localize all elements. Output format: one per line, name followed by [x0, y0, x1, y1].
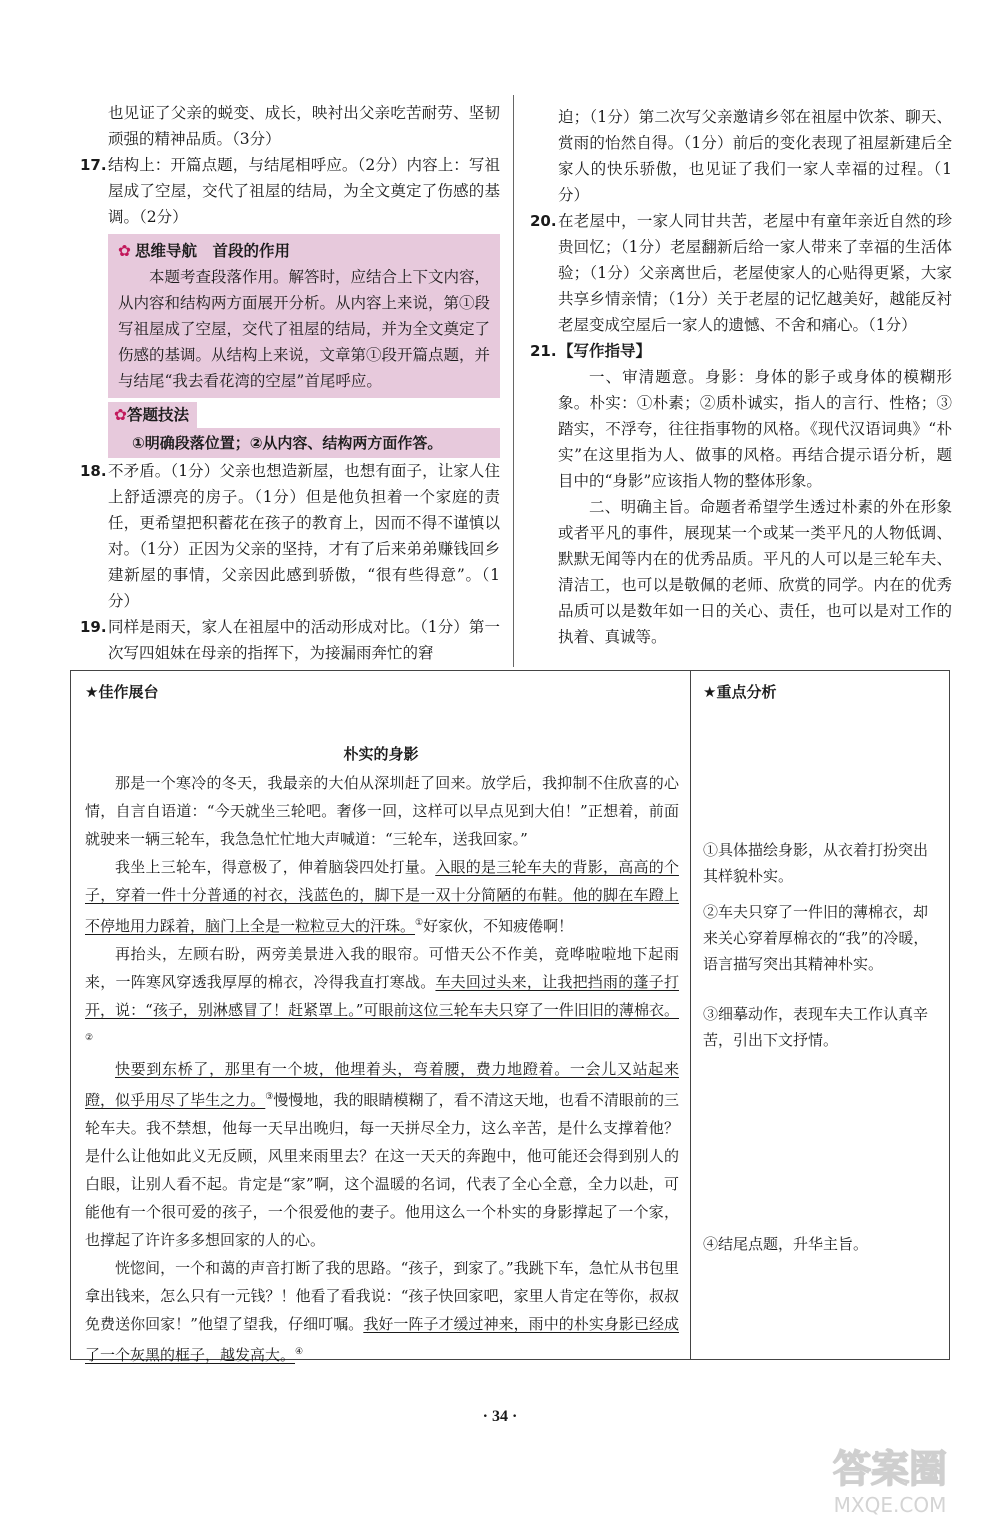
question-20 — [530, 208, 952, 338]
tip-body: 本题考查段落作用。解答时，应结合上下文内容，从内容和结构两方面展开分析。从内容上来说，第①段写祖屋成了空屋，交代了祖屋的结局，并为全文奠定了伤感的基调。从结构上来说，文章第①段开篇点题，并与结尾“我去看花湾的空屋”首尾呼应。 — [118, 268, 491, 390]
question-19 — [80, 614, 500, 666]
analysis-label: ★重点分析 — [703, 683, 777, 701]
essay-text: 恍惚间，一个和蔼的声音打断了我的思路。“孩子，到家了。”我跳下车，急忙从书包里拿出钱来，怎么只有一元钱？！他看了看我说：“孩子快回家吧，家里人肯定在等你，叔叔免费送你回家！”他望了望我，仔细叮嘱。 — [85, 1259, 679, 1333]
essay-paragraph-5 — [85, 1254, 679, 1369]
question-number: 17. — [80, 156, 107, 174]
essay-body — [85, 769, 679, 1369]
question-number: 19. — [80, 618, 107, 636]
essay-paragraph-2 — [85, 853, 679, 940]
essay-box — [70, 670, 950, 1364]
essay-text: 慢慢地，我的眼睛模糊了，看不清这天地，也看不清眼前的三轮车夫。我不禁想，他每一天早出晚归，每一天拼尽全力，这么辛苦，是什么支撑着他？是什么让他如此义无反顾，风里来雨里去？在这一天天的奔跑中，他可能还会得到别人的白眼，让别人看不起。肯定是“家”啊，这个温暖的名词，代表了全心全意，全力以赴，可能他有一个很可爱的孩子，一个很爱他的妻子。他用这么一个朴实的身影撑起了一个家，也撑起了许许多多想回家的人的心。 — [85, 1091, 679, 1249]
watermark-url: MXQE.COM — [833, 1493, 947, 1517]
note-marker: ① — [415, 918, 424, 928]
question-answer: 结构上：开篇点题，与结尾相呼应。（2分）内容上：写祖屋成了空屋，交代了祖屋的结局，为全文奠定了伤感的基调。（2分） — [108, 156, 500, 226]
essay-text: 好家伙，不知疲倦啊！ — [423, 917, 574, 935]
right-column — [530, 104, 952, 650]
tip-heading-text: 思维导航 首段的作用 — [135, 242, 291, 260]
writing-guide-p2: 二、明确主旨。命题者希望学生透过朴素的外在形象或者平凡的事件，展现某一个或某一类平凡的人物低调、默默无闻等内在的优秀品质。平凡的人可以是三轮车夫、清洁工，也可以是敬佩的老师、欣赏的同学。内在的优秀品质可以是数年如一日的关心、责任，也可以是对工作的执着、真诚等。 — [558, 498, 952, 646]
question-17 — [80, 152, 500, 230]
tip-body: ①明确段落位置；②从内容、结构两方面作答。 — [108, 428, 500, 458]
essay-text: 我坐上三轮车，得意极了，伸着脑袋四处打量。 — [115, 858, 436, 876]
left-column — [80, 100, 500, 666]
tip-heading-text: 答题技法 — [127, 406, 190, 424]
page-number: · 34 · — [482, 1408, 518, 1425]
column-divider — [513, 95, 514, 667]
essay-label: ★佳作展台 — [85, 683, 159, 701]
note-marker: ④ — [295, 1347, 304, 1357]
analysis-note-1: ①具体描绘身影，从衣着打扮突出其样貌朴实。 — [703, 841, 929, 885]
q19-tail: 迫；（1分）第二次写父亲邀请乡邻在祖屋中饮茶、聊天、赏雨的怡然自得。（1分）前后的变化表现了祖屋新建后全家人的快乐骄傲，也见证了我们一家人幸福的过程。（1分） — [558, 108, 952, 204]
essay-text: 再抬头，左顾右盼，两旁美景进入我的眼帘。可惜天公不作美，竟哗啦啦地下起雨来，一阵寒风穿透我厚厚的棉衣，冷得我直打寒战。 — [85, 945, 679, 991]
underlined-text: 车夫回过头来，让我把挡雨的蓬子打开，说：“孩子，别淋感冒了！赶紧罩上。”可眼前这位三轮车夫只穿了一件旧旧的薄棉衣。 — [85, 973, 679, 1019]
note-marker: ② — [85, 1033, 94, 1043]
tip-heading — [108, 402, 197, 428]
note-marker: ③ — [265, 1092, 274, 1102]
essay-paragraph-1: 那是一个寒冷的冬天，我最亲的大伯从深圳赶了回来。放学后，我抑制不住欣喜的心情，自言自语道：“今天就坐三轮吧。奢侈一回，这样可以早点见到大伯！”正想着，前面就驶来一辆三轮车，我急急忙忙地大声喊道：“三轮车，送我回家。” — [85, 774, 679, 848]
essay-paragraph-4 — [85, 1055, 679, 1254]
analysis-note-4: ④结尾点题，升华主旨。 — [703, 1235, 869, 1253]
flower-icon: ✿ — [118, 242, 131, 260]
question-answer: 同样是雨天，家人在祖屋中的活动形成对比。（1分）第一次写四姐妹在母亲的指挥下，为接漏雨奔忙的窘 — [108, 618, 500, 662]
underlined-text: 入眼的是三轮车夫的背影，高高的个子，穿着一件十分普通的衬衣，浅蓝色的，脚下是一双十分简陋的布鞋。他的脚在车蹬上不停地用力踩着，脑门上全是一粒粒豆大的汗珠。 — [85, 858, 679, 935]
analysis-note-3: ③细摹动作，表现车夫工作认真辛苦，引出下文抒情。 — [703, 1005, 929, 1049]
tip-box-thinking — [108, 234, 500, 398]
essay-title: 朴实的身影 — [343, 745, 419, 763]
flower-icon: ✿ — [114, 406, 127, 424]
question-number: 20. — [530, 212, 557, 230]
essay-panel — [71, 671, 691, 1364]
question-21 — [530, 338, 952, 364]
tip-box-technique — [108, 402, 500, 458]
question-answer: 在老屋中，一家人同甘共苦，老屋中有童年亲近自然的珍贵回忆；（1分）老屋翻新后给一家人带来了幸福的生活体验；（1分）父亲离世后，老屋使家人的心贴得更紧，大家共享乡情亲情；（1分）关于老屋的记忆越美好，越能反衬老屋变成空屋后一家人的遗憾、不舍和痛心。（1分） — [558, 212, 952, 334]
watermark-logo — [800, 1440, 980, 1520]
underlined-text: 我好一阵子才缓过神来，雨中的朴实身影已经成了一个灰黑的框子，越发高大。 — [85, 1315, 679, 1364]
q16-tail: 也见证了父亲的蜕变、成长，映衬出父亲吃苦耐劳、坚韧顽强的精神品质。（3分） — [108, 104, 500, 148]
tip-heading — [118, 238, 492, 264]
underlined-text: 快要到东桥了，那里有一个坡，他埋着头，弯着腰，费力地蹬着。一会儿又站起来蹬，似乎用尽了毕生之力。 — [85, 1060, 679, 1109]
analysis-note-2: ②车夫只穿了一件旧的薄棉衣，却来关心穿着厚棉衣的“我”的冷暖，语言描写突出其精神朴实。 — [703, 903, 929, 973]
analysis-panel — [691, 671, 949, 1359]
writing-guide-p1: 一、审清题意。身影：身体的影子或身体的模糊形象。朴实：①朴素；②质朴诚实，指人的言行、性格；③踏实，不浮夸，往往指事物的风格。《现代汉语词典》“朴实”在这里指为人、做事的风格。再结合提示语分析，题目中的“身影”应该指人物的整体形象。 — [558, 368, 952, 490]
essay-paragraph-3 — [85, 940, 679, 1055]
question-number: 18. — [80, 462, 107, 480]
question-18 — [80, 458, 500, 614]
writing-guide-heading: 【写作指导】 — [558, 342, 652, 360]
watermark-text: 答案圈 — [832, 1447, 948, 1491]
question-number: 21. — [530, 342, 557, 360]
question-answer: 不矛盾。（1分）父亲也想造新屋，也想有面子，让家人住上舒适漂亮的房子。（1分）但是他负担着一个家庭的责任，更希望把积蓄花在孩子的教育上，因而不得不谨慎以对。（1分）正因为父亲的坚持，才有了后来弟弟赚钱回乡建新屋的事情，父亲因此感到骄傲，“很有些得意”。（1分） — [108, 462, 500, 610]
